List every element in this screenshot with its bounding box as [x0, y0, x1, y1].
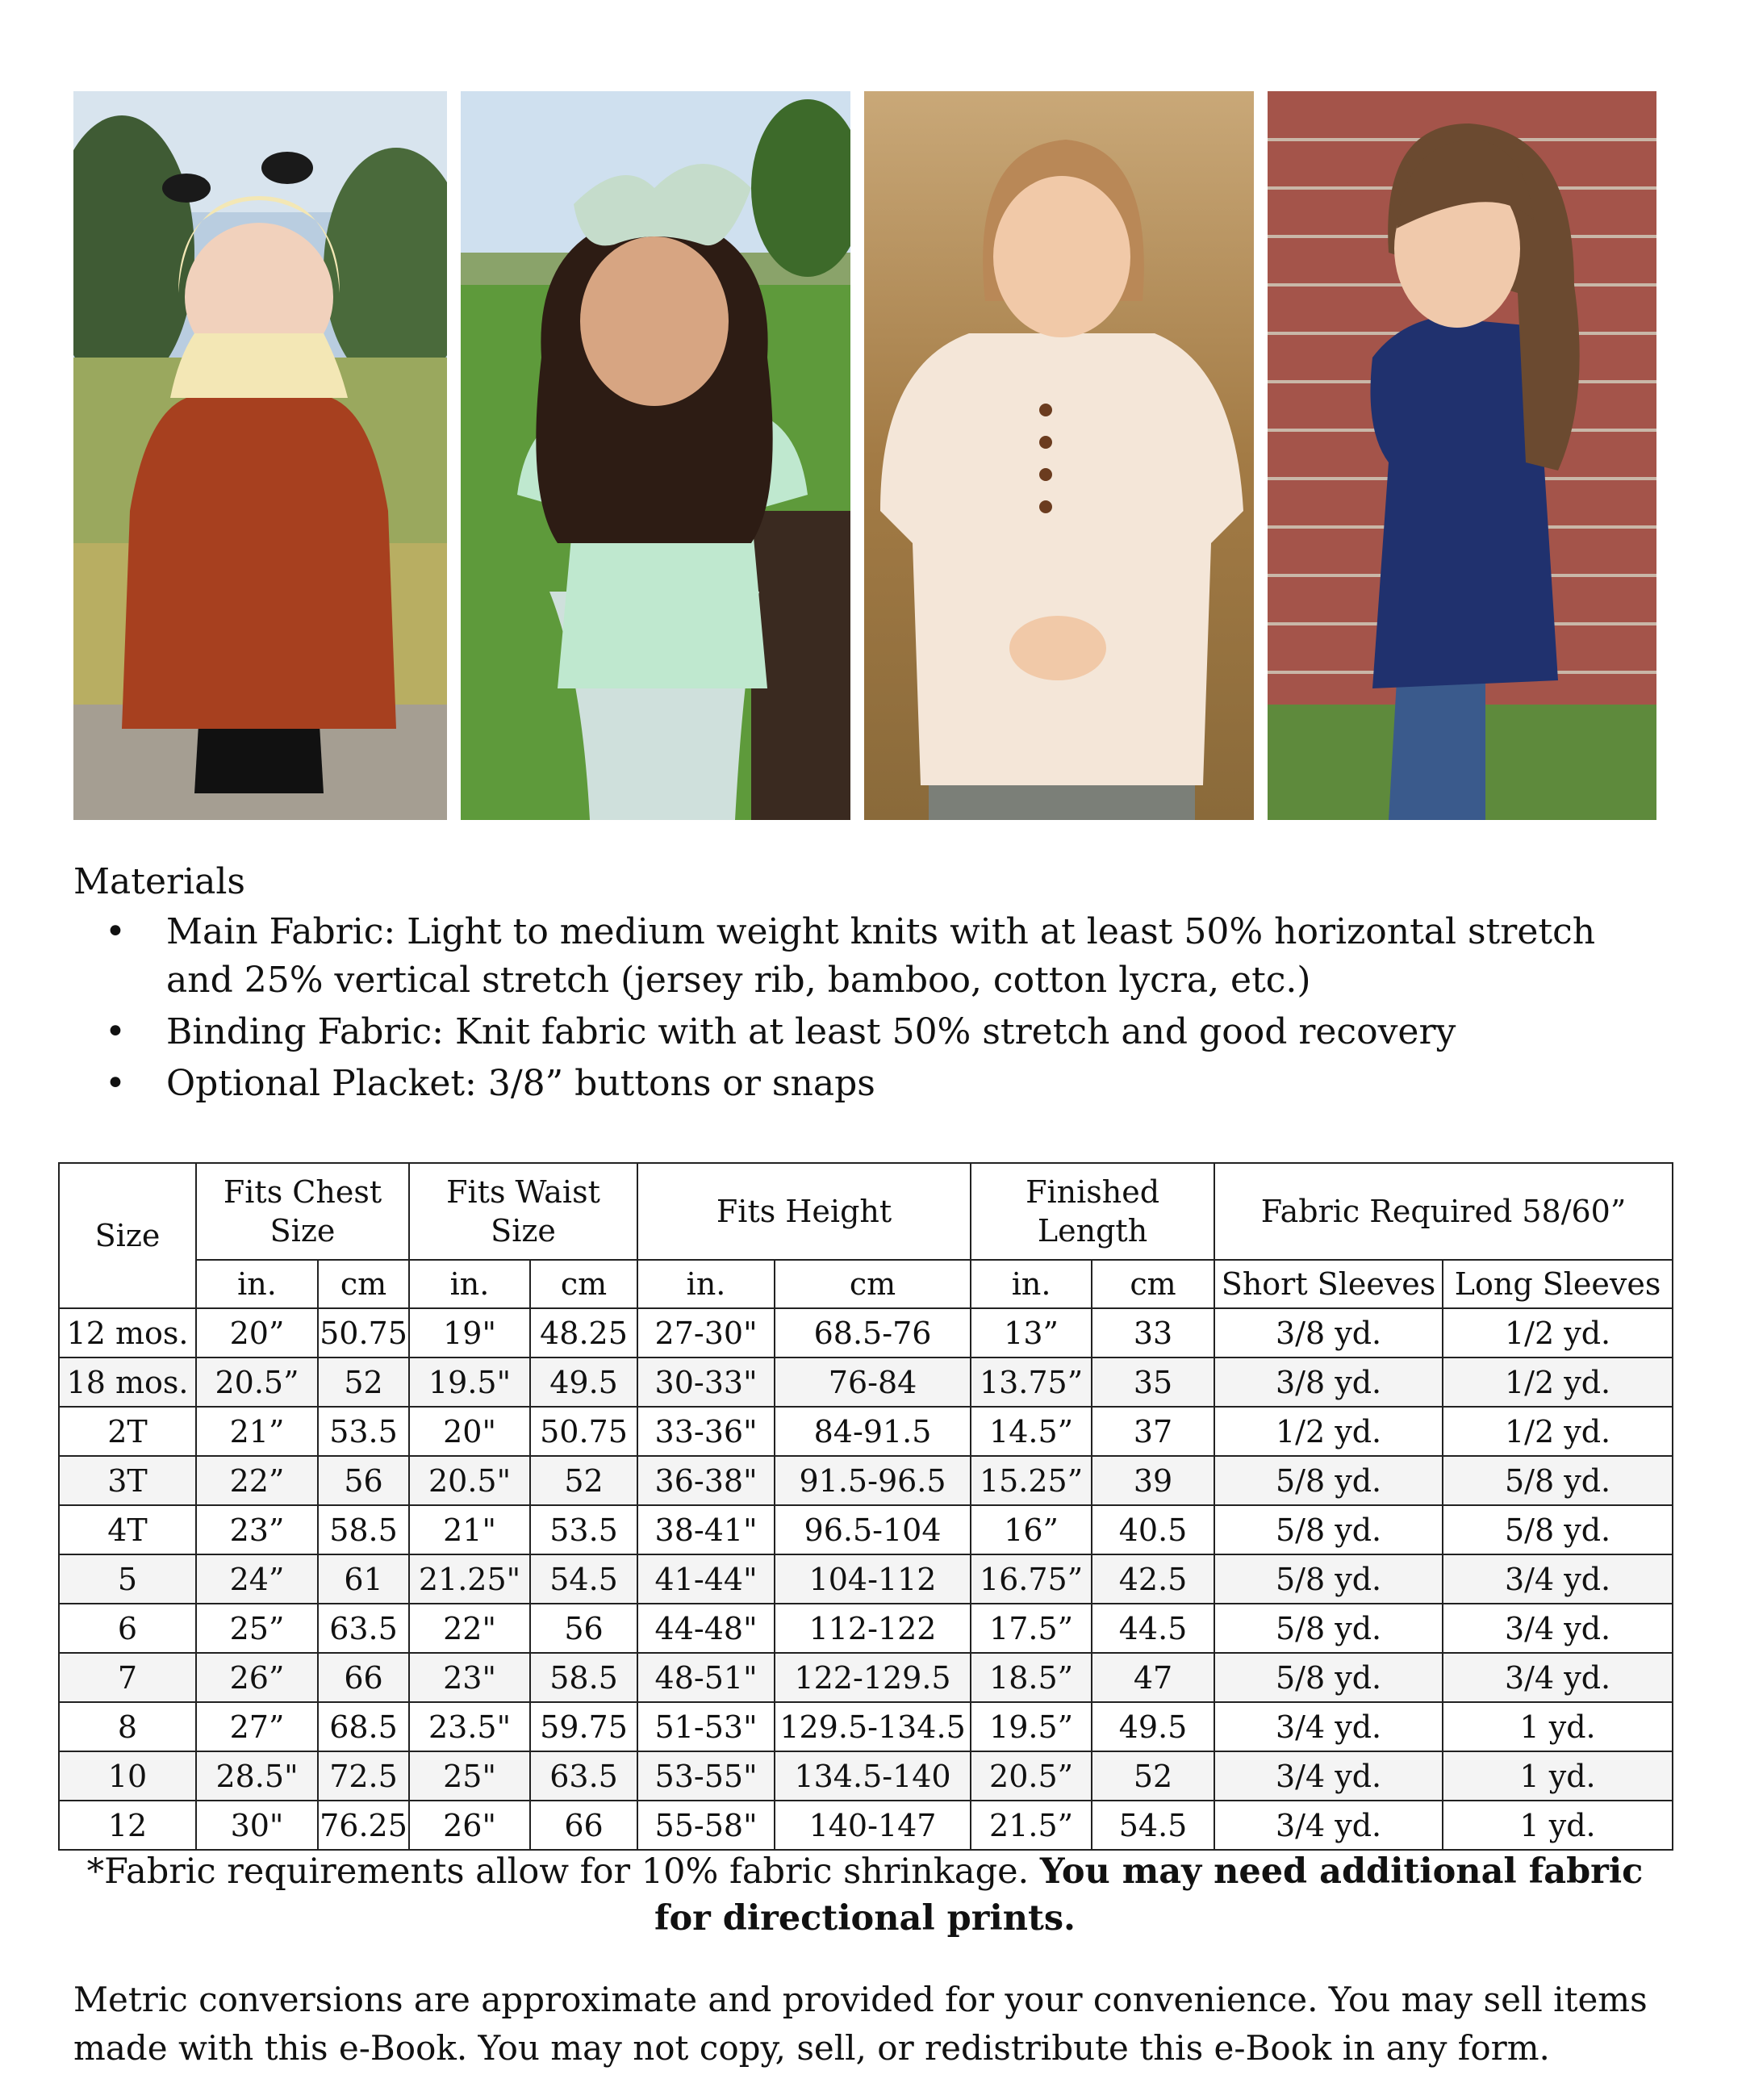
cell-chest-cm: 72.5 — [318, 1751, 409, 1801]
cell-waist-cm: 66 — [530, 1801, 637, 1850]
list-item-text: Main Fabric: Light to medium weight knits with at least 50% horizontal stretch and 25% vertical stretch (jersey rib, bamboo, cotton lycra, etc.) — [166, 911, 1596, 1001]
cell-waist-in: 19.5" — [409, 1357, 530, 1407]
cell-height-in: 48-51" — [637, 1653, 775, 1702]
cell-chest-cm: 50.75 — [318, 1308, 409, 1357]
cell-waist-in: 21.25" — [409, 1554, 530, 1604]
size-chart-body — [59, 1308, 1673, 1850]
cell-fabric-long: 1/2 yd. — [1443, 1357, 1673, 1407]
cell-fabric-long: 1 yd. — [1443, 1801, 1673, 1850]
cell-length-in: 20.5” — [971, 1751, 1092, 1801]
cell-height-cm: 96.5-104 — [775, 1505, 971, 1554]
cell-fabric-short: 5/8 yd. — [1214, 1505, 1443, 1554]
cell-length-cm: 40.5 — [1092, 1505, 1214, 1554]
cell-size: 5 — [59, 1554, 196, 1604]
cell-chest-in: 20.5” — [196, 1357, 318, 1407]
cell-waist-in: 26" — [409, 1801, 530, 1850]
table-row — [59, 1801, 1673, 1850]
cell-height-cm: 112-122 — [775, 1604, 971, 1653]
cell-length-cm: 52 — [1092, 1751, 1214, 1801]
materials-item-optional-placket — [105, 1060, 1638, 1108]
photo-girl-rust-floral-long-sleeve — [73, 91, 447, 820]
cell-size: 12 — [59, 1801, 196, 1850]
materials-item-main-fabric — [105, 908, 1638, 1005]
cell-height-cm: 122-129.5 — [775, 1653, 971, 1702]
cell-chest-cm: 61 — [318, 1554, 409, 1604]
cell-height-in: 30-33" — [637, 1357, 775, 1407]
cell-height-in: 51-53" — [637, 1702, 775, 1751]
cell-size: 12 mos. — [59, 1308, 196, 1357]
header-fits-waist: Fits Waist Size — [409, 1163, 637, 1260]
cell-size: 10 — [59, 1751, 196, 1801]
cell-height-in: 38-41" — [637, 1505, 775, 1554]
cell-waist-cm: 59.75 — [530, 1702, 637, 1751]
cell-length-in: 16” — [971, 1505, 1092, 1554]
header-unit-in: in. — [196, 1260, 318, 1308]
cell-height-in: 27-30" — [637, 1308, 775, 1357]
cell-waist-in: 22" — [409, 1604, 530, 1653]
table-row — [59, 1702, 1673, 1751]
header-fabric-required: Fabric Required 58/60” — [1214, 1163, 1673, 1260]
cell-size: 7 — [59, 1653, 196, 1702]
cell-fabric-short: 3/4 yd. — [1214, 1801, 1443, 1850]
cell-height-in: 44-48" — [637, 1604, 775, 1653]
cell-height-cm: 129.5-134.5 — [775, 1702, 971, 1751]
cell-size: 3T — [59, 1456, 196, 1505]
header-finished-length: Finished Length — [971, 1163, 1214, 1260]
cell-length-in: 16.75” — [971, 1554, 1092, 1604]
cell-waist-cm: 52 — [530, 1456, 637, 1505]
cell-chest-cm: 53.5 — [318, 1407, 409, 1456]
header-short-sleeves: Short Sleeves — [1214, 1260, 1443, 1308]
cell-fabric-short: 5/8 yd. — [1214, 1604, 1443, 1653]
materials-heading: Materials — [73, 861, 245, 902]
cell-size: 18 mos. — [59, 1357, 196, 1407]
fabric-note-bold: You may need additional fabric for directional prints. — [654, 1851, 1644, 1939]
cell-chest-cm: 52 — [318, 1357, 409, 1407]
cell-length-cm: 37 — [1092, 1407, 1214, 1456]
cell-length-in: 13.75” — [971, 1357, 1092, 1407]
cell-length-in: 18.5” — [971, 1653, 1092, 1702]
table-row — [59, 1308, 1673, 1357]
table-row — [59, 1357, 1673, 1407]
cell-fabric-short: 3/8 yd. — [1214, 1308, 1443, 1357]
header-unit-in: in. — [971, 1260, 1092, 1308]
cell-chest-cm: 68.5 — [318, 1702, 409, 1751]
fabric-note — [73, 1848, 1656, 1942]
header-unit-cm: cm — [318, 1260, 409, 1308]
table-row — [59, 1554, 1673, 1604]
cell-length-in: 17.5” — [971, 1604, 1092, 1653]
cell-chest-cm: 56 — [318, 1456, 409, 1505]
cell-fabric-short: 5/8 yd. — [1214, 1554, 1443, 1604]
cell-height-cm: 104-112 — [775, 1554, 971, 1604]
cell-fabric-long: 3/4 yd. — [1443, 1604, 1673, 1653]
cell-chest-cm: 76.25 — [318, 1801, 409, 1850]
header-fits-chest: Fits Chest Size — [196, 1163, 409, 1260]
size-chart-table — [58, 1162, 1673, 1851]
cell-chest-in: 25” — [196, 1604, 318, 1653]
cell-chest-cm: 63.5 — [318, 1604, 409, 1653]
table-row — [59, 1604, 1673, 1653]
cell-size: 2T — [59, 1407, 196, 1456]
cell-fabric-long: 5/8 yd. — [1443, 1456, 1673, 1505]
table-row — [59, 1407, 1673, 1456]
cell-waist-cm: 53.5 — [530, 1505, 637, 1554]
cell-length-cm: 35 — [1092, 1357, 1214, 1407]
cell-fabric-long: 1 yd. — [1443, 1702, 1673, 1751]
cell-height-cm: 76-84 — [775, 1357, 971, 1407]
cell-waist-cm: 50.75 — [530, 1407, 637, 1456]
cell-size: 6 — [59, 1604, 196, 1653]
cell-height-cm: 84-91.5 — [775, 1407, 971, 1456]
table-row — [59, 1505, 1673, 1554]
photo-girl-cream-floral-placket — [864, 91, 1254, 820]
header-size: Size — [59, 1163, 196, 1308]
cell-waist-in: 21" — [409, 1505, 530, 1554]
list-item-text: Binding Fabric: Knit fabric with at least 50% stretch and good recovery — [166, 1011, 1456, 1052]
cell-height-in: 55-58" — [637, 1801, 775, 1850]
header-unit-in: in. — [409, 1260, 530, 1308]
cell-waist-cm: 54.5 — [530, 1554, 637, 1604]
table-row — [59, 1751, 1673, 1801]
cell-length-in: 19.5” — [971, 1702, 1092, 1751]
photo-girl-navy-short-sleeve — [1268, 91, 1656, 820]
cell-fabric-short: 5/8 yd. — [1214, 1456, 1443, 1505]
cell-fabric-long: 3/4 yd. — [1443, 1554, 1673, 1604]
cell-length-cm: 42.5 — [1092, 1554, 1214, 1604]
cell-fabric-long: 1/2 yd. — [1443, 1407, 1673, 1456]
cell-chest-in: 27” — [196, 1702, 318, 1751]
cell-fabric-long: 3/4 yd. — [1443, 1653, 1673, 1702]
cell-length-cm: 49.5 — [1092, 1702, 1214, 1751]
photo-strip — [73, 91, 1656, 820]
cell-chest-in: 28.5" — [196, 1751, 318, 1801]
cell-waist-in: 20.5" — [409, 1456, 530, 1505]
header-fits-height: Fits Height — [637, 1163, 971, 1260]
cell-fabric-short: 5/8 yd. — [1214, 1653, 1443, 1702]
cell-length-in: 15.25” — [971, 1456, 1092, 1505]
cell-fabric-long: 1/2 yd. — [1443, 1308, 1673, 1357]
materials-item-binding-fabric — [105, 1008, 1638, 1056]
cell-waist-cm: 49.5 — [530, 1357, 637, 1407]
cell-fabric-short: 3/4 yd. — [1214, 1702, 1443, 1751]
cell-height-cm: 91.5-96.5 — [775, 1456, 971, 1505]
cell-size: 4T — [59, 1505, 196, 1554]
header-unit-cm: cm — [1092, 1260, 1214, 1308]
header-unit-cm: cm — [530, 1260, 637, 1308]
cell-waist-in: 19" — [409, 1308, 530, 1357]
header-unit-in: in. — [637, 1260, 775, 1308]
cell-fabric-short: 3/8 yd. — [1214, 1357, 1443, 1407]
cell-chest-in: 20” — [196, 1308, 318, 1357]
bullet-icon: • — [105, 911, 126, 952]
photo-girl-mint-floral-short-sleeve — [461, 91, 850, 820]
cell-length-cm: 47 — [1092, 1653, 1214, 1702]
cell-chest-in: 23” — [196, 1505, 318, 1554]
cell-waist-cm: 63.5 — [530, 1751, 637, 1801]
cell-chest-cm: 66 — [318, 1653, 409, 1702]
table-row — [59, 1456, 1673, 1505]
metric-disclaimer: Metric conversions are approximate and provided for your convenience. You may sell items made with this e-Book. You may not copy, sell, or redistribute this e-Book in any form. — [73, 1980, 1648, 2068]
cell-length-cm: 54.5 — [1092, 1801, 1214, 1850]
list-item-text: Optional Placket: 3/8” buttons or snaps — [166, 1063, 875, 1104]
cell-height-in: 41-44" — [637, 1554, 775, 1604]
bullet-icon: • — [105, 1011, 126, 1052]
cell-waist-cm: 58.5 — [530, 1653, 637, 1702]
cell-length-cm: 33 — [1092, 1308, 1214, 1357]
fabric-note-text: *Fabric requirements allow for 10% fabric shrinkage. — [86, 1851, 1040, 1892]
cell-chest-cm: 58.5 — [318, 1505, 409, 1554]
cell-height-in: 53-55" — [637, 1751, 775, 1801]
cell-waist-cm: 56 — [530, 1604, 637, 1653]
cell-height-cm: 68.5-76 — [775, 1308, 971, 1357]
cell-chest-in: 26” — [196, 1653, 318, 1702]
cell-length-cm: 39 — [1092, 1456, 1214, 1505]
cell-chest-in: 22” — [196, 1456, 318, 1505]
cell-length-cm: 44.5 — [1092, 1604, 1214, 1653]
cell-height-cm: 134.5-140 — [775, 1751, 971, 1801]
cell-length-in: 14.5” — [971, 1407, 1092, 1456]
cell-waist-in: 23.5" — [409, 1702, 530, 1751]
cell-fabric-short: 3/4 yd. — [1214, 1751, 1443, 1801]
cell-chest-in: 24” — [196, 1554, 318, 1604]
cell-chest-in: 30" — [196, 1801, 318, 1850]
materials-list — [105, 908, 1638, 1111]
cell-waist-in: 25" — [409, 1751, 530, 1801]
cell-length-in: 21.5” — [971, 1801, 1092, 1850]
cell-chest-in: 21” — [196, 1407, 318, 1456]
cell-fabric-long: 1 yd. — [1443, 1751, 1673, 1801]
cell-height-in: 36-38" — [637, 1456, 775, 1505]
cell-height-cm: 140-147 — [775, 1801, 971, 1850]
cell-fabric-short: 1/2 yd. — [1214, 1407, 1443, 1456]
cell-length-in: 13” — [971, 1308, 1092, 1357]
table-row — [59, 1653, 1673, 1702]
cell-size: 8 — [59, 1702, 196, 1751]
header-unit-cm: cm — [775, 1260, 971, 1308]
bullet-icon: • — [105, 1063, 126, 1104]
cell-waist-in: 23" — [409, 1653, 530, 1702]
cell-fabric-long: 5/8 yd. — [1443, 1505, 1673, 1554]
cell-waist-in: 20" — [409, 1407, 530, 1456]
header-long-sleeves: Long Sleeves — [1443, 1260, 1673, 1308]
cell-waist-cm: 48.25 — [530, 1308, 637, 1357]
cell-height-in: 33-36" — [637, 1407, 775, 1456]
